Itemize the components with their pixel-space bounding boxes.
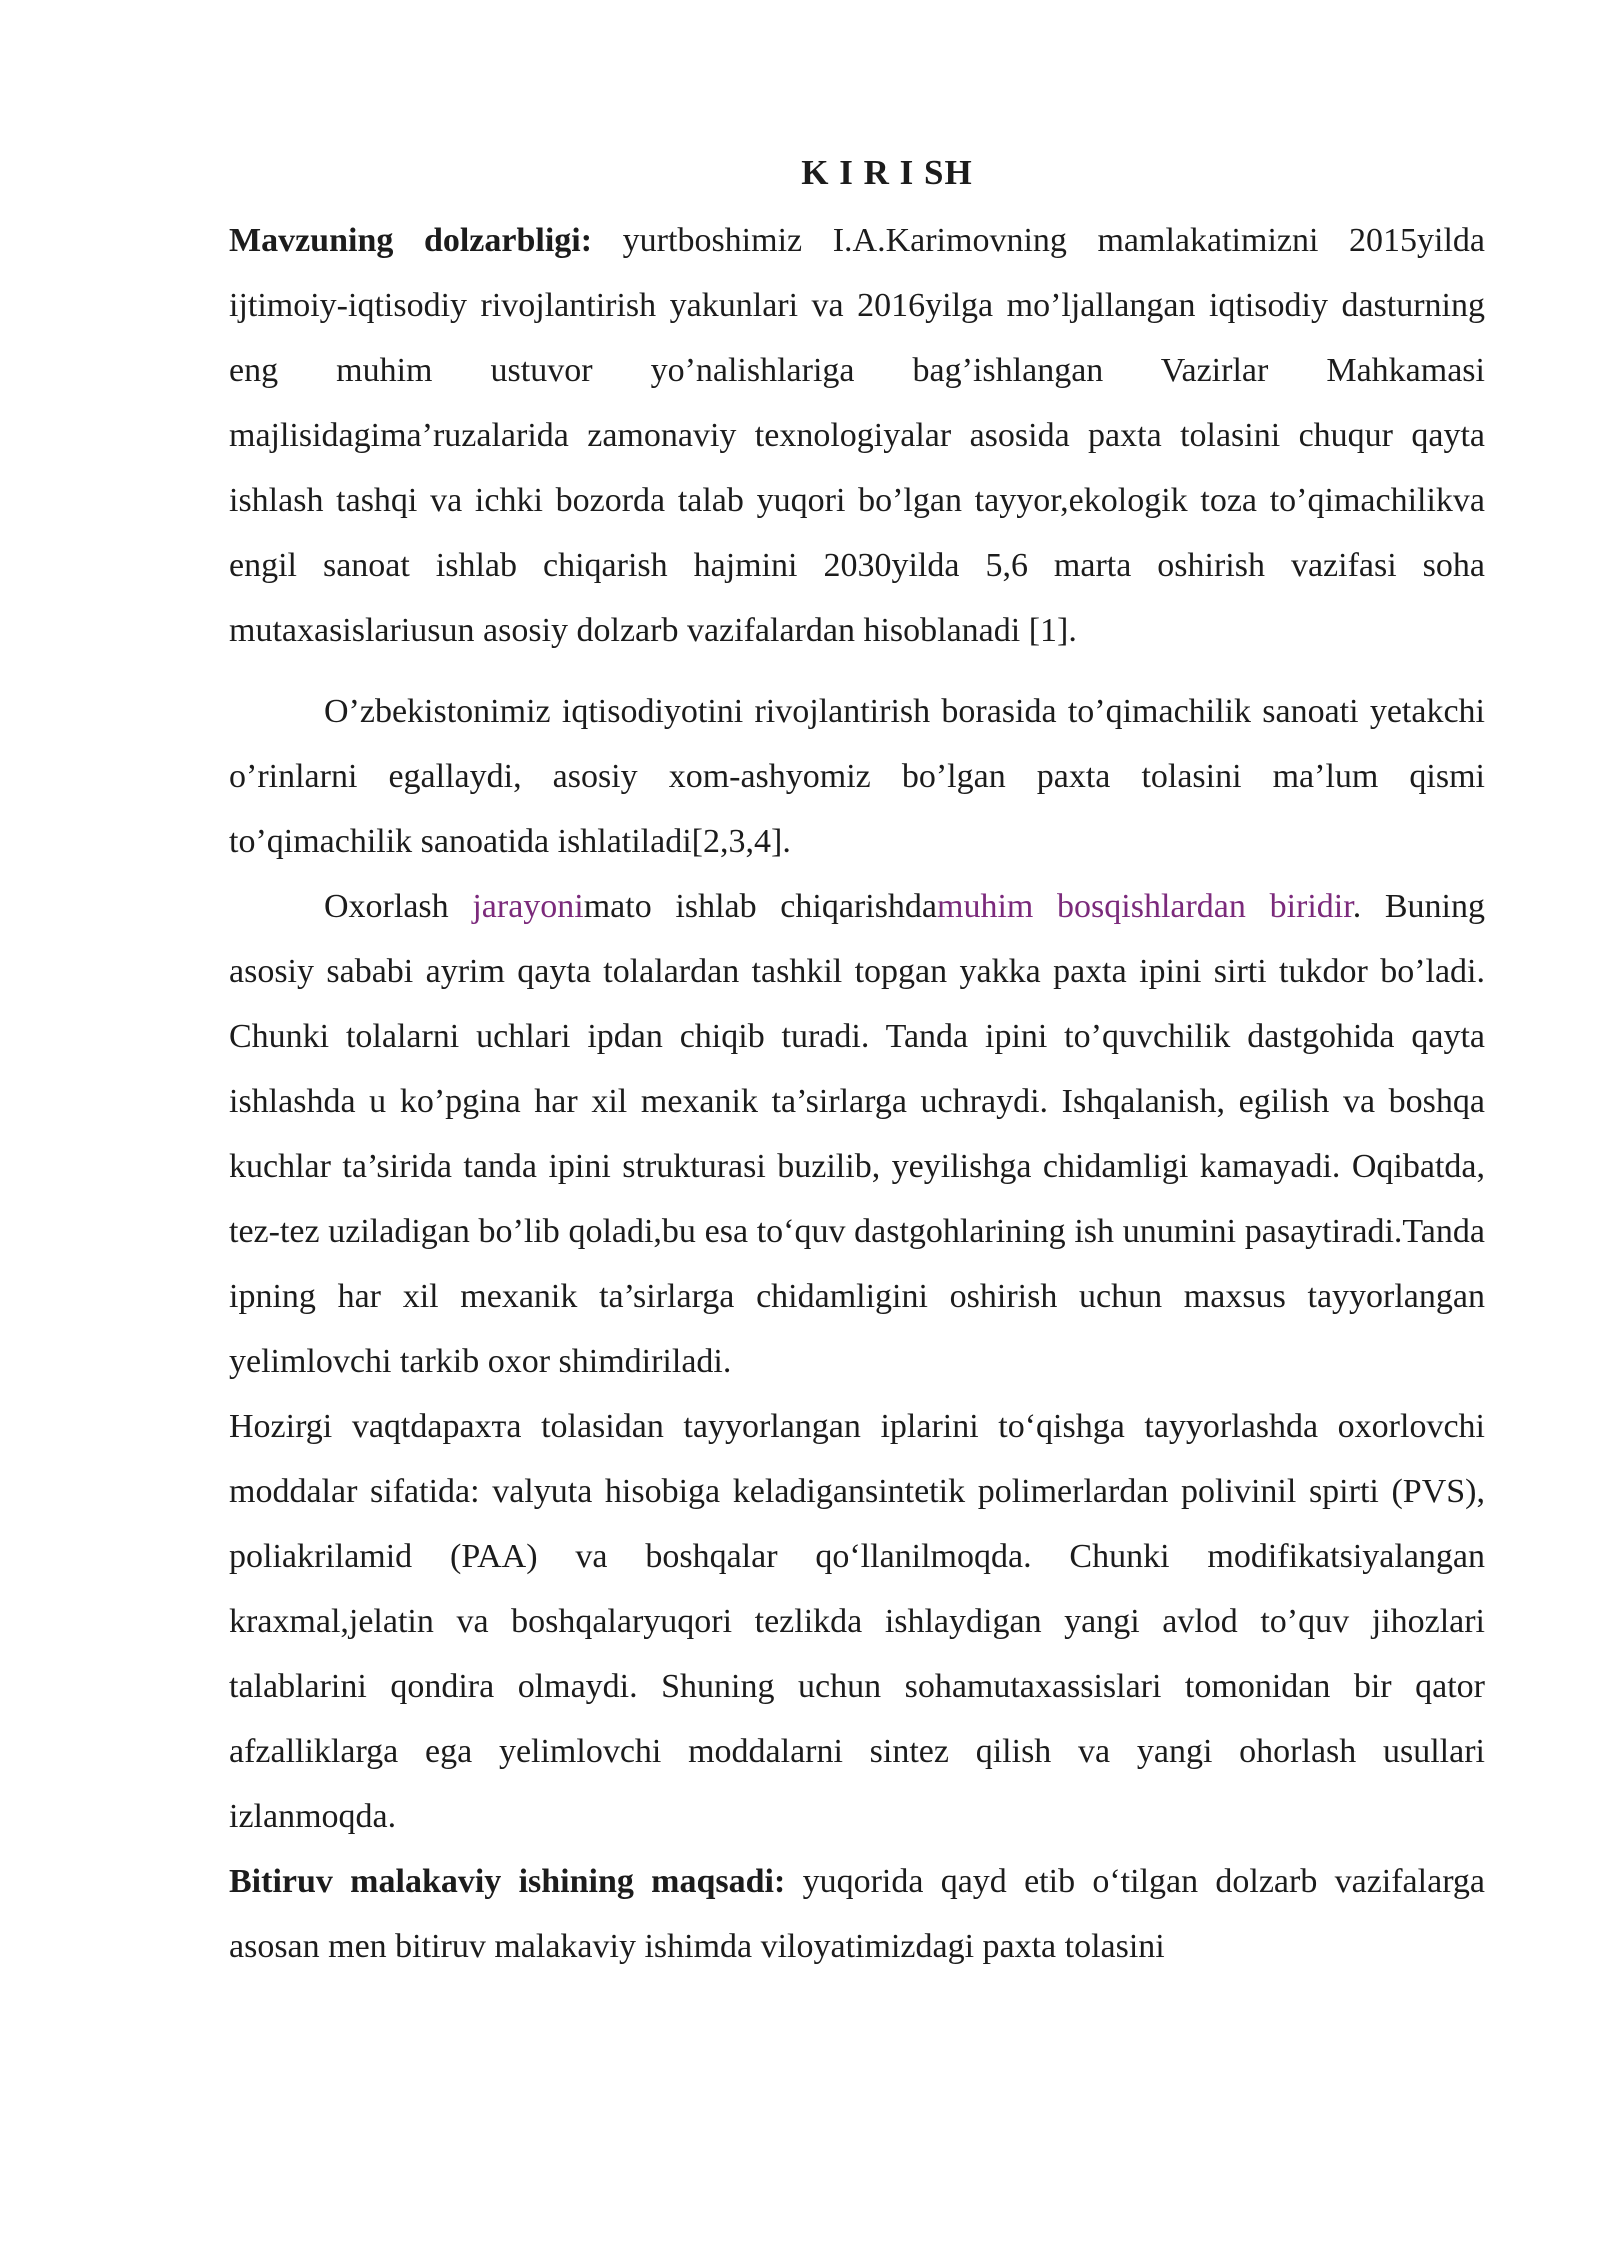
sizing-paragraph xyxy=(229,874,1485,1394)
sizing-text-1: Oxorlash xyxy=(324,888,473,925)
relevance-text: yurtboshimiz I.A.Karimovning mamlakatimizni 2015yilda ijtimoiy-iqtisodiy rivojlantirish yakunlari va 2016yilga mo’ljallangan iqtisodiy dasturning eng muhim ustuvor yo’nalishlariga bag’ishlangan Vazirlar Mahkamasi majlisidagima’ruzalarida zamonaviy texnologiyalar asosida paxta tolasini chuqur qayta ishlash tashqi va ichki bozorda talab yuqori bo’lgan tayyor,ekologik toza to’qimachilikva engil sanoat ishlab chiqarish hajmini 2030yilda 5,6 marta oshirish vazifasi soha mutaxasislariusun asosiy dolzarb vazifalardan hisoblanadi [1]. xyxy=(229,222,1486,649)
goal-label: Bitiruv malakaviy ishining maqsadi: xyxy=(229,1863,786,1900)
materials-paragraph: Hozirgi vaqtdapaxтa tolasidan tayyorlangan iplarini to‘qishga tayyorlashda oxorlovchi moddalar sifatida: valyuta hisobiga keladigansintetik polimerlardan polivinil spirti (PVS), poliakrilamid (PAA) va boshqalar qo‘llanilmoqda. Chunki modifikatsiyalangan kraxmal,jelatin va boshqalaryuqori tezlikda ishlaydigan yangi avlod to’quv jihozlari talablarini qondira olmaydi. Shuning uchun sohamutaxassislari tomonidan bir qator afzalliklarga ega yelimlovchi moddalarni sintez qilish va yangi ohorlash usullari izlanmoqda. xyxy=(229,1408,1485,1835)
goal-text: yuqorida qayd etib o‘tilgan dolzarb vazifalarga asosan men bitiruv malakaviy ishimda viloyatimizdagi paxta tolasini xyxy=(229,1863,1485,1965)
industry-paragraph: O’zbekistonimiz iqtisodiyotini rivojlantirish borasida to’qimachilik sanoati yetakchi o’rinlarni egallaydi, asosiy xom-ashyomiz bo’lgan paxta tolasini ma’lum qismi to’qimachilik sanoatida ishlatiladi[2,3,4]. xyxy=(229,693,1485,860)
stage-link[interactable]: muhim bosqishlardan biridir xyxy=(937,888,1353,925)
sizing-text-2: mato ishlab chiqarishda xyxy=(583,888,938,925)
process-link[interactable]: jarayoni xyxy=(472,888,584,925)
relevance-paragraph xyxy=(229,208,1485,663)
document-page xyxy=(229,150,1485,1979)
relevance-label: Mavzuning dolzarbligi: xyxy=(229,222,593,259)
document-title: K I R I SH xyxy=(801,153,973,192)
sizing-text-3: . Buning asosiy sababi ayrim qayta tolalardan tashkil topgan yakka paxta ipini sirti tukdor bo’ladi. Chunki tolalarni uchlari ipdan chiqib turadi. Tanda ipini to’quvchilik dastgohida qayta ishlashda u ko’pgina har xil mexanik ta’sirlarga uchraydi. Ishqalanish, egilish va boshqa kuchlar ta’sirida tanda ipini strukturasi buzilib, yeyilishga chidamligi kamayadi. Oqibatda, tez-tez uziladigan bo’lib qoladi,bu esa to‘quv dastgohlarining ish unumini pasaytiradi.Tanda ipning har xil mexanik ta’sirlarga chidamligini oshirish uchun maxsus tayyorlangan yelimlovchi tarkib oxor shimdiriladi. xyxy=(229,888,1485,1380)
goal-paragraph xyxy=(229,1849,1485,1979)
